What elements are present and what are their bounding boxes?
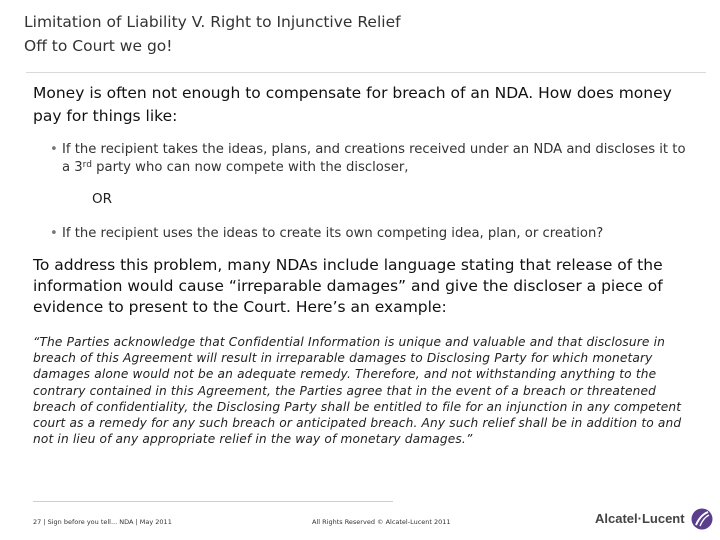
bullet-text-2: If the recipient uses the ideas to create its own competing idea, plan, or creation? (62, 226, 604, 241)
footer-page-info: 27 | Sign before you tell... NDA | May 2011 (33, 518, 172, 526)
bullet-item-2 (50, 225, 690, 243)
title-line-1: Limitation of Liability V. Right to Injunctive Relief (24, 13, 401, 31)
title-divider (26, 72, 706, 73)
explanation-paragraph: To address this problem, many NDAs include language stating that release of the information would cause “irreparable damages” and give the discloser a piece of evidence to present to the Court. Here’s an example: (33, 256, 663, 316)
or-label: OR (92, 191, 113, 207)
example-quote: “The Parties acknowledge that Confidential Information is unique and valuable and that disclosure in breach of this Agreement will result in irreparable damages to Disclosing Party for which monetary damages alone would not be an adequate remedy. Therefore, and not withstanding anything to the contrary contained in this Agreement, the Parties agree that in the event of a breach or threatened breach of confidentiality, the Disclosing Party shall be entitled to file for an injunction in any competent court as a remedy for any such breach or anticipated breach. Any such relief shall be in addition to and not in lieu of any appropriate relief in the way of monetary damages.” (33, 335, 682, 447)
footer-divider (33, 501, 393, 502)
bullet-text-1: If the recipient takes the ideas, plans, and creations received under an NDA and discloses it to a 3rd party who can now compete with the discloser, (62, 142, 686, 175)
logo-text: Alcatel·Lucent (595, 511, 685, 526)
alcatel-lucent-logo (595, 508, 713, 534)
alcatel-lucent-logo-icon (691, 508, 713, 530)
title-line-2: Off to Court we go! (24, 37, 173, 55)
bullet-dot-icon: • (50, 142, 58, 157)
intro-paragraph: Money is often not enough to compensate for breach of an NDA. How does money pay for things like: (33, 84, 672, 125)
slide-title (24, 10, 704, 70)
footer-copyright: All Rights Reserved © Alcatel-Lucent 2011 (312, 518, 451, 526)
bullet-dot-icon: • (50, 226, 58, 241)
bullet-item-1 (50, 141, 690, 177)
